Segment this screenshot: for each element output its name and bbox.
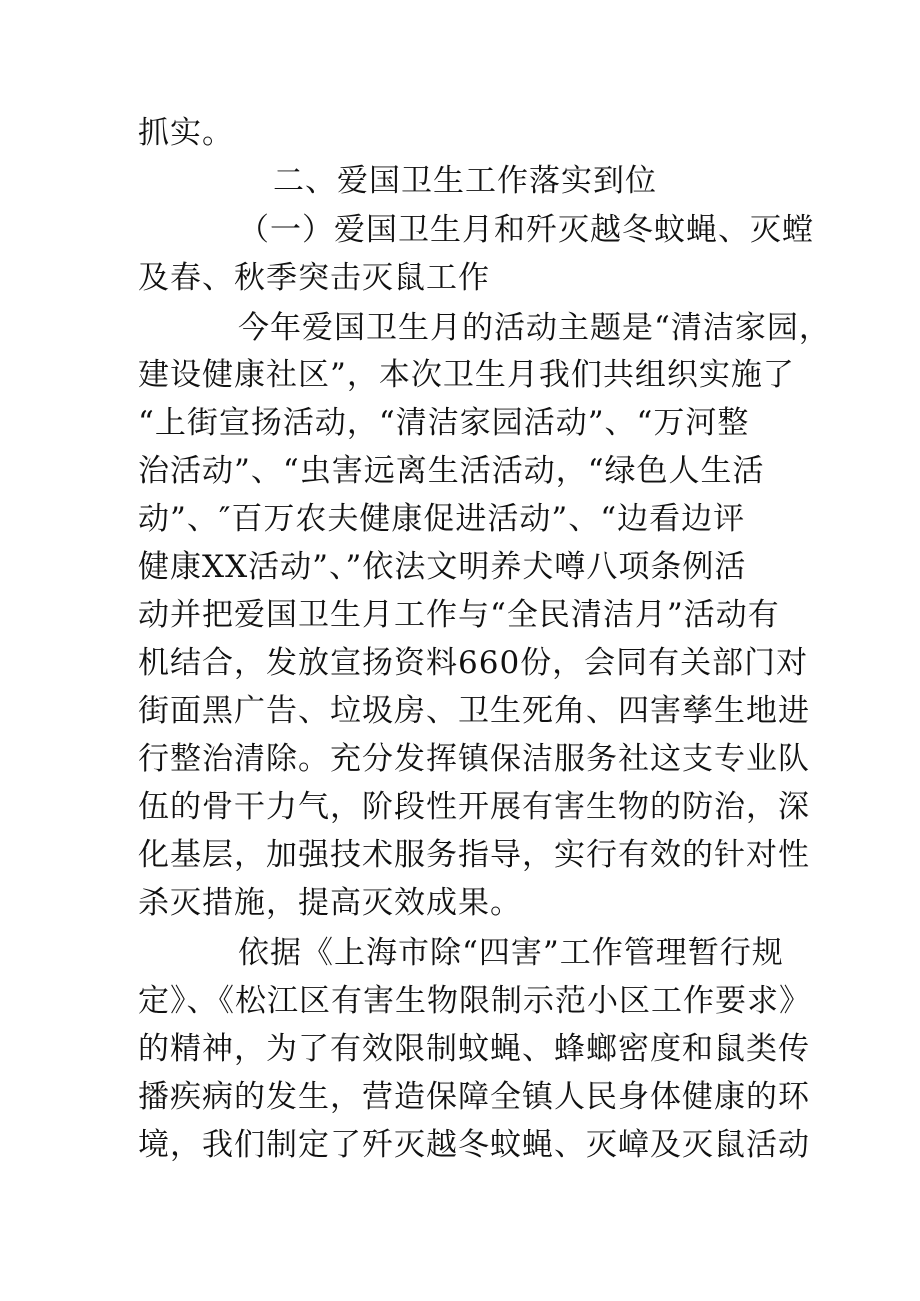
paragraph-line: 今年爱国卫生月的活动主题是“清洁家园， xyxy=(238,310,831,346)
paragraph-line: 定》、《松江区有害生物限制示范小区工作要求》 xyxy=(138,983,811,1019)
paragraph-line: 伍的骨干力气，阶段性开展有害生物的防治，深 xyxy=(138,789,810,825)
paragraph-line: 动并把爱国卫生月工作与“全民清洁月”活动有 xyxy=(138,597,780,633)
paragraph-line: 街面黑广告、垃圾房、卫生死角、四害孳生地进 xyxy=(138,693,810,729)
paragraph-line: 化基层，加强技术服务指导，实行有效的针对性 xyxy=(138,837,810,873)
paragraph-line: 播疾病的发生，营造保障全镇人民身体健康的环 xyxy=(138,1079,810,1115)
paragraph-line: 治活动”、“虫害远离生活活动，“绿色人生活 xyxy=(138,453,765,489)
paragraph-line: 健康XX活动”、”依法文明养犬噂八项条例活 xyxy=(138,549,747,585)
paragraph-line: 依据《上海市除“四害”工作管理暂行规 xyxy=(238,935,784,971)
paragraph-line: 的精神，为了有效限制蚊蝇、蜂螂密度和鼠类传 xyxy=(138,1031,810,1067)
paragraph-line: 机结合，发放宣扬资料660份，会同有关部门对 xyxy=(138,645,809,681)
paragraph-line: 行整治清除。充分发挥镇保洁服务社这支专业队 xyxy=(138,741,810,777)
section-heading: 二、爱国卫生工作落实到位 xyxy=(273,163,657,199)
paragraph-line: 建设健康社区”，本次卫生月我们共组织实施了 xyxy=(138,357,795,393)
paragraph-line: “上街宣扬活动，“清洁家园活动”、“万河整 xyxy=(138,405,750,441)
subsection-heading: （一）爱国卫生月和歼灭越冬蚊蝇、灭螳 xyxy=(238,212,814,248)
text-line: 抓实。 xyxy=(138,115,234,151)
paragraph-line: 杀灭措施，提高灭效成果。 xyxy=(138,885,522,921)
paragraph-line: 动”、″百万农夫健康促进活动”、“边看边评 xyxy=(138,501,746,537)
subsection-heading-continued: 及春、秋季突击灭鼠工作 xyxy=(138,260,490,296)
paragraph-line: 境，我们制定了歼灭越冬蚊蝇、灭嶂及灭鼠活动 xyxy=(138,1127,810,1163)
